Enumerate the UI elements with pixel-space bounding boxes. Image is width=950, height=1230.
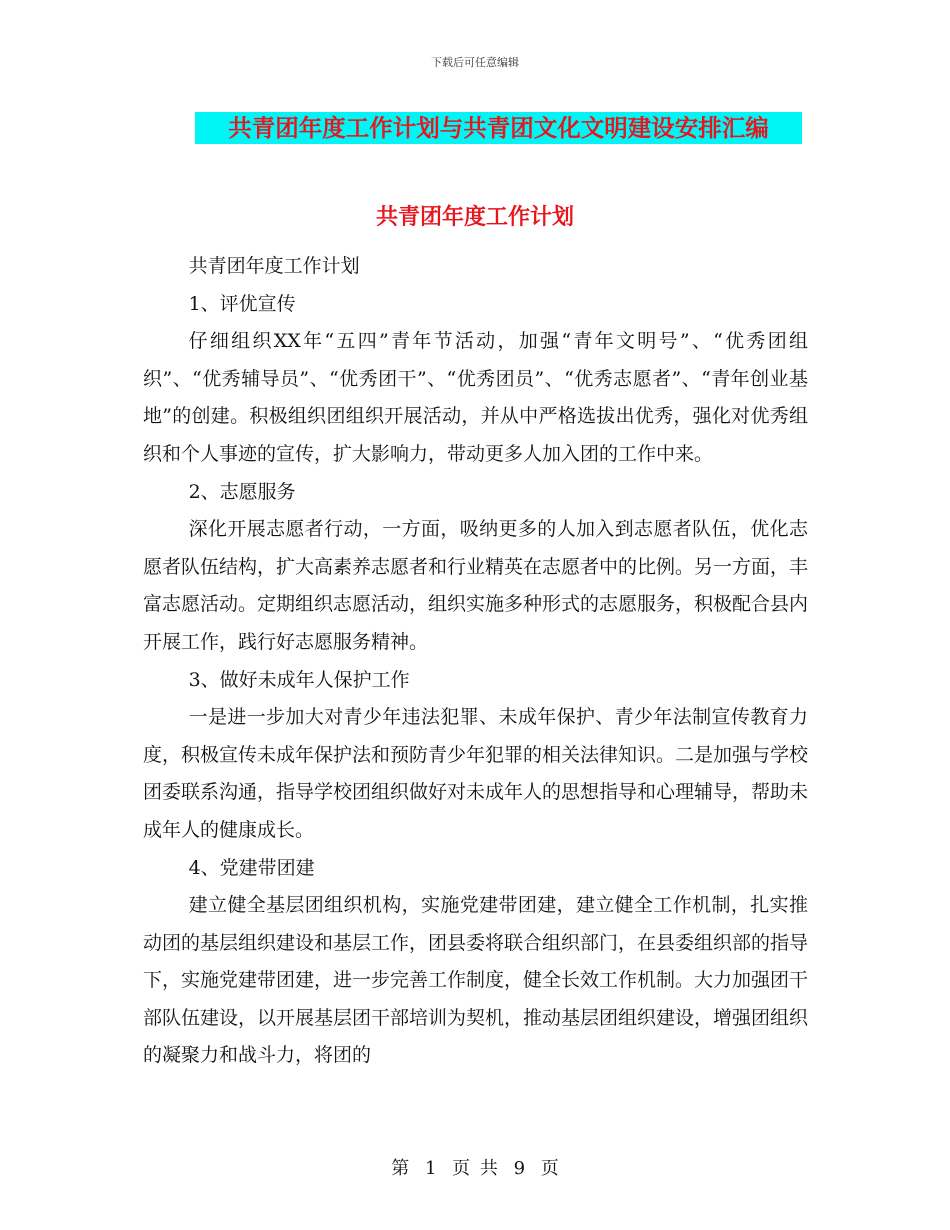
footer-suffix: 页 — [540, 1158, 559, 1179]
paragraph-heading: 3、做好未成年人保护工作 — [188, 668, 410, 691]
paragraph: 仔细组织XX年“五四”青年节活动，加强“青年文明号”、“优秀团组织”、“优秀辅导员”、“优秀团干”、“优秀团员”、“优秀志愿者”、“青年创业基地”的创建。积极组织团组织开展活动，并从中严格选拔出优秀，强化对优秀组织和个人事迹的宣传，扩大影响力，带动更多人加入团的工作中来。 — [143, 330, 808, 465]
section-title: 共青团年度工作计划 — [375, 205, 574, 230]
footer-total-pages: 9 — [513, 1158, 526, 1179]
paragraph: 深化开展志愿者行动，一方面，吸纳更多的人加入到志愿者队伍，优化志愿者队伍结构，扩大高素养志愿者和行业精英在志愿者中的比例。另一方面，丰富志愿活动。定期组织志愿活动，组织实施多种形式的志愿服务，积极配合县内开展工作，践行好志愿服务精神。 — [143, 518, 809, 653]
paragraph-heading: 4、党建带团建 — [188, 856, 315, 879]
document-body — [143, 248, 808, 1075]
paragraph-heading: 共青团年度工作计划 — [188, 255, 360, 277]
paragraph-heading: 1、评优宣传 — [188, 292, 296, 315]
footer-mid: 页 共 — [452, 1158, 498, 1179]
document-title: 共青团年度工作计划与共青团文化文明建设安排汇编 — [195, 112, 802, 144]
page-footer — [0, 1154, 950, 1180]
paragraph: 一是进一步加大对青少年违法犯罪、未成年保护、青少年法制宣传教育力度，积极宣传未成年保护法和预防青少年犯罪的相关法律知识。二是加强与学校团委联系沟通，指导学校团组织做好对未成年人的思想指导和心理辅导，帮助未成年人的健康成长。 — [143, 706, 809, 841]
header-note: 下载后可任意编辑 — [431, 56, 519, 69]
paragraph-heading: 2、志愿服务 — [188, 480, 296, 503]
footer-prefix: 第 — [391, 1158, 410, 1179]
footer-page-number: 1 — [424, 1158, 437, 1179]
paragraph: 建立健全基层团组织机构，实施党建带团建，建立健全工作机制，扎实推动团的基层组织建设和基层工作，团县委将联合组织部门，在县委组织部的指导下，实施党建带团建，进一步完善工作制度，健全长效工作机制。大力加强团干部队伍建设，以开展基层团干部培训为契机，推动基层团组织建设，增强团组织的凝聚力和战斗力，将团的 — [143, 894, 809, 1067]
